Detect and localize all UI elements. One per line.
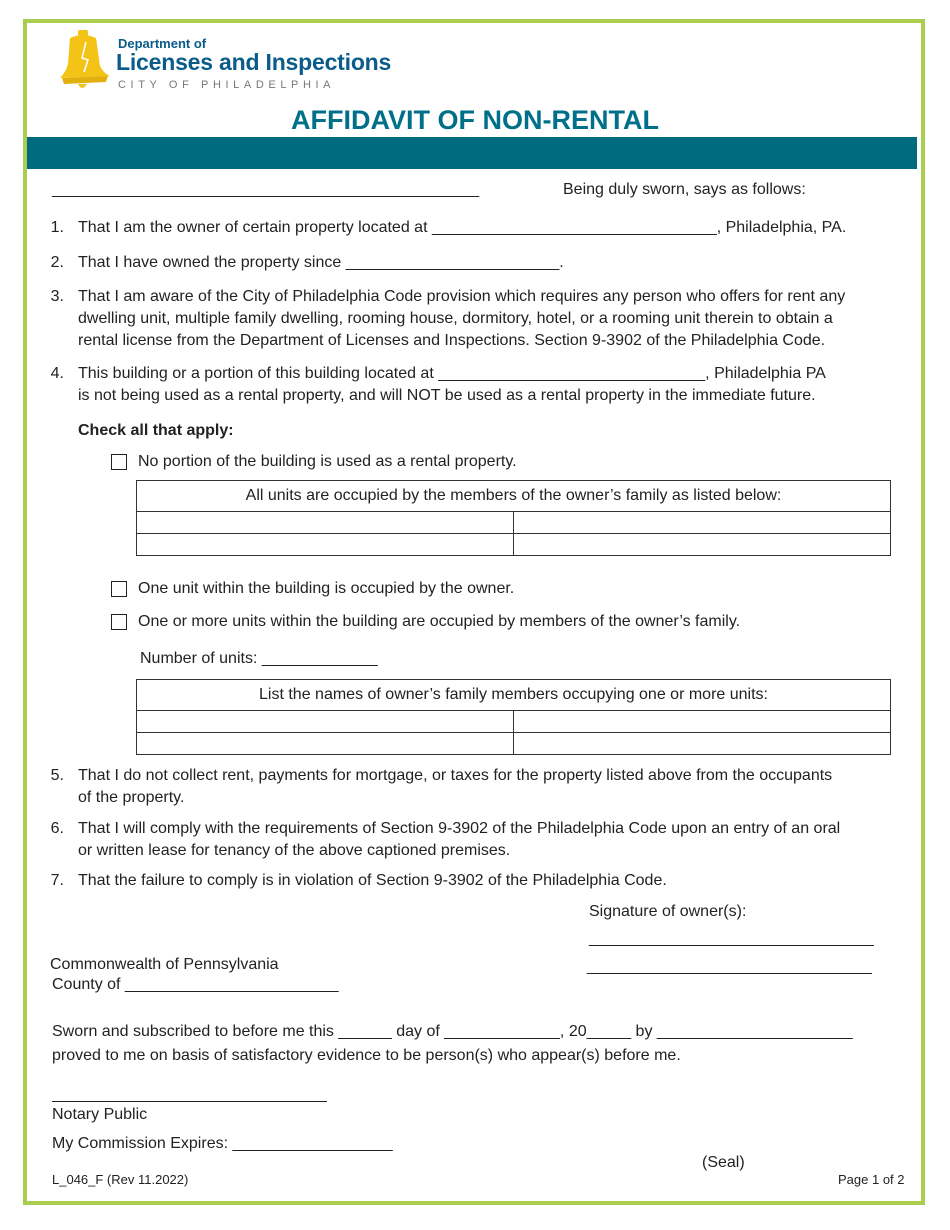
checkbox-owner-occupied[interactable] <box>111 581 127 597</box>
table-header: List the names of owner’s family members occupying one or more units: <box>137 680 891 711</box>
item-6-line-1: That I will comply with the requirements of Section 9-3902 of the Philadelphia Code upon an entry of an oral <box>78 820 841 837</box>
county-field[interactable]: County of ________________________ <box>52 976 339 993</box>
table-cell[interactable] <box>137 733 514 755</box>
table-cell[interactable] <box>514 534 891 556</box>
item-4-line-1: This building or a portion of this building located at ______________________________, Philadelphia PA <box>78 365 826 382</box>
page-number: Page 1 of 2 <box>838 1172 905 1187</box>
table-cell[interactable] <box>137 711 514 733</box>
commonwealth-label: Commonwealth of Pennsylvania <box>50 956 279 973</box>
notary-label: Notary Public <box>52 1106 148 1123</box>
form-id: L_046_F (Rev 11.2022) <box>52 1172 189 1187</box>
sworn-line-1[interactable]: Sworn and subscribed to before me this ______ day of _____________, 20_____ by ______________________ <box>52 1023 853 1040</box>
table-cell[interactable] <box>137 512 514 534</box>
item-1-text: That I am the owner of certain property located at ________________________________, Philadelphia, PA. <box>78 219 847 236</box>
family-units-table <box>136 480 891 556</box>
intro-text: Being duly sworn, says as follows: <box>563 181 806 198</box>
city-label: CITY OF PHILADELPHIA <box>118 79 336 91</box>
liberty-bell-icon <box>56 28 114 94</box>
table-cell[interactable] <box>514 733 891 755</box>
item-number: 4. <box>50 365 64 382</box>
item-7-text: That the failure to comply is in violation of Section 9-3902 of the Philadelphia Code. <box>78 872 667 889</box>
agency-name: Licenses and Inspections <box>116 49 392 75</box>
department-label: Department of <box>118 36 207 51</box>
table-cell[interactable] <box>514 711 891 733</box>
item-2-text: That I have owned the property since ________________________. <box>78 254 564 271</box>
item-number: 3. <box>50 288 64 305</box>
check-all-heading: Check all that apply: <box>78 422 234 439</box>
item-number: 5. <box>50 767 64 784</box>
item-number: 7. <box>50 872 64 889</box>
item-3-line-2: dwelling unit, multiple family dwelling, rooming house, dormitory, hotel, or a rooming unit therein to obtain a <box>78 310 833 327</box>
commission-field[interactable]: My Commission Expires: __________________ <box>52 1135 393 1152</box>
checkbox-family-occupied-label: One or more units within the building are occupied by members of the owner’s family. <box>138 613 741 630</box>
signature-line-1[interactable]: ________________________________ <box>589 930 874 947</box>
item-6-line-2: or written lease for tenancy of the above captioned premises. <box>78 842 511 859</box>
affiant-name-blank[interactable]: ________________________________________________ <box>52 181 480 198</box>
table-cell[interactable] <box>514 512 891 534</box>
checkbox-owner-occupied-label: One unit within the building is occupied by the owner. <box>138 580 515 597</box>
page-title: AFFIDAVIT OF NON-RENTAL <box>291 105 659 135</box>
sworn-line-2: proved to me on basis of satisfactory evidence to be person(s) who appear(s) before me. <box>52 1047 681 1064</box>
checkbox-no-rental[interactable] <box>111 454 127 470</box>
signature-label: Signature of owner(s): <box>589 903 747 920</box>
table-cell[interactable] <box>137 534 514 556</box>
header-band <box>27 137 917 169</box>
checkbox-no-rental-label: No portion of the building is used as a rental property. <box>138 453 517 470</box>
family-members-table <box>136 679 891 755</box>
number-of-units-field[interactable]: Number of units: _____________ <box>140 650 378 667</box>
item-number: 1. <box>50 219 64 236</box>
notary-signature-line[interactable] <box>52 1101 327 1102</box>
table-header: All units are occupied by the members of the owner’s family as listed below: <box>137 481 891 512</box>
item-number: 6. <box>50 820 64 837</box>
item-5-line-1: That I do not collect rent, payments for mortgage, or taxes for the property listed above from the occupants <box>78 767 833 784</box>
item-3-line-1: That I am aware of the City of Philadelphia Code provision which requires any person who offers for rent any <box>78 288 846 305</box>
checkbox-family-occupied[interactable] <box>111 614 127 630</box>
item-3-line-3: rental license from the Department of Licenses and Inspections. Section 9-3902 of the Philadelphia Code. <box>78 332 826 349</box>
signature-line-2[interactable]: ________________________________ <box>587 958 872 975</box>
item-4-line-2: is not being used as a rental property, and will NOT be used as a rental property in the immediate future. <box>78 387 816 404</box>
item-number: 2. <box>50 254 64 271</box>
seal-label: (Seal) <box>702 1154 745 1171</box>
item-5-line-2: of the property. <box>78 789 185 806</box>
